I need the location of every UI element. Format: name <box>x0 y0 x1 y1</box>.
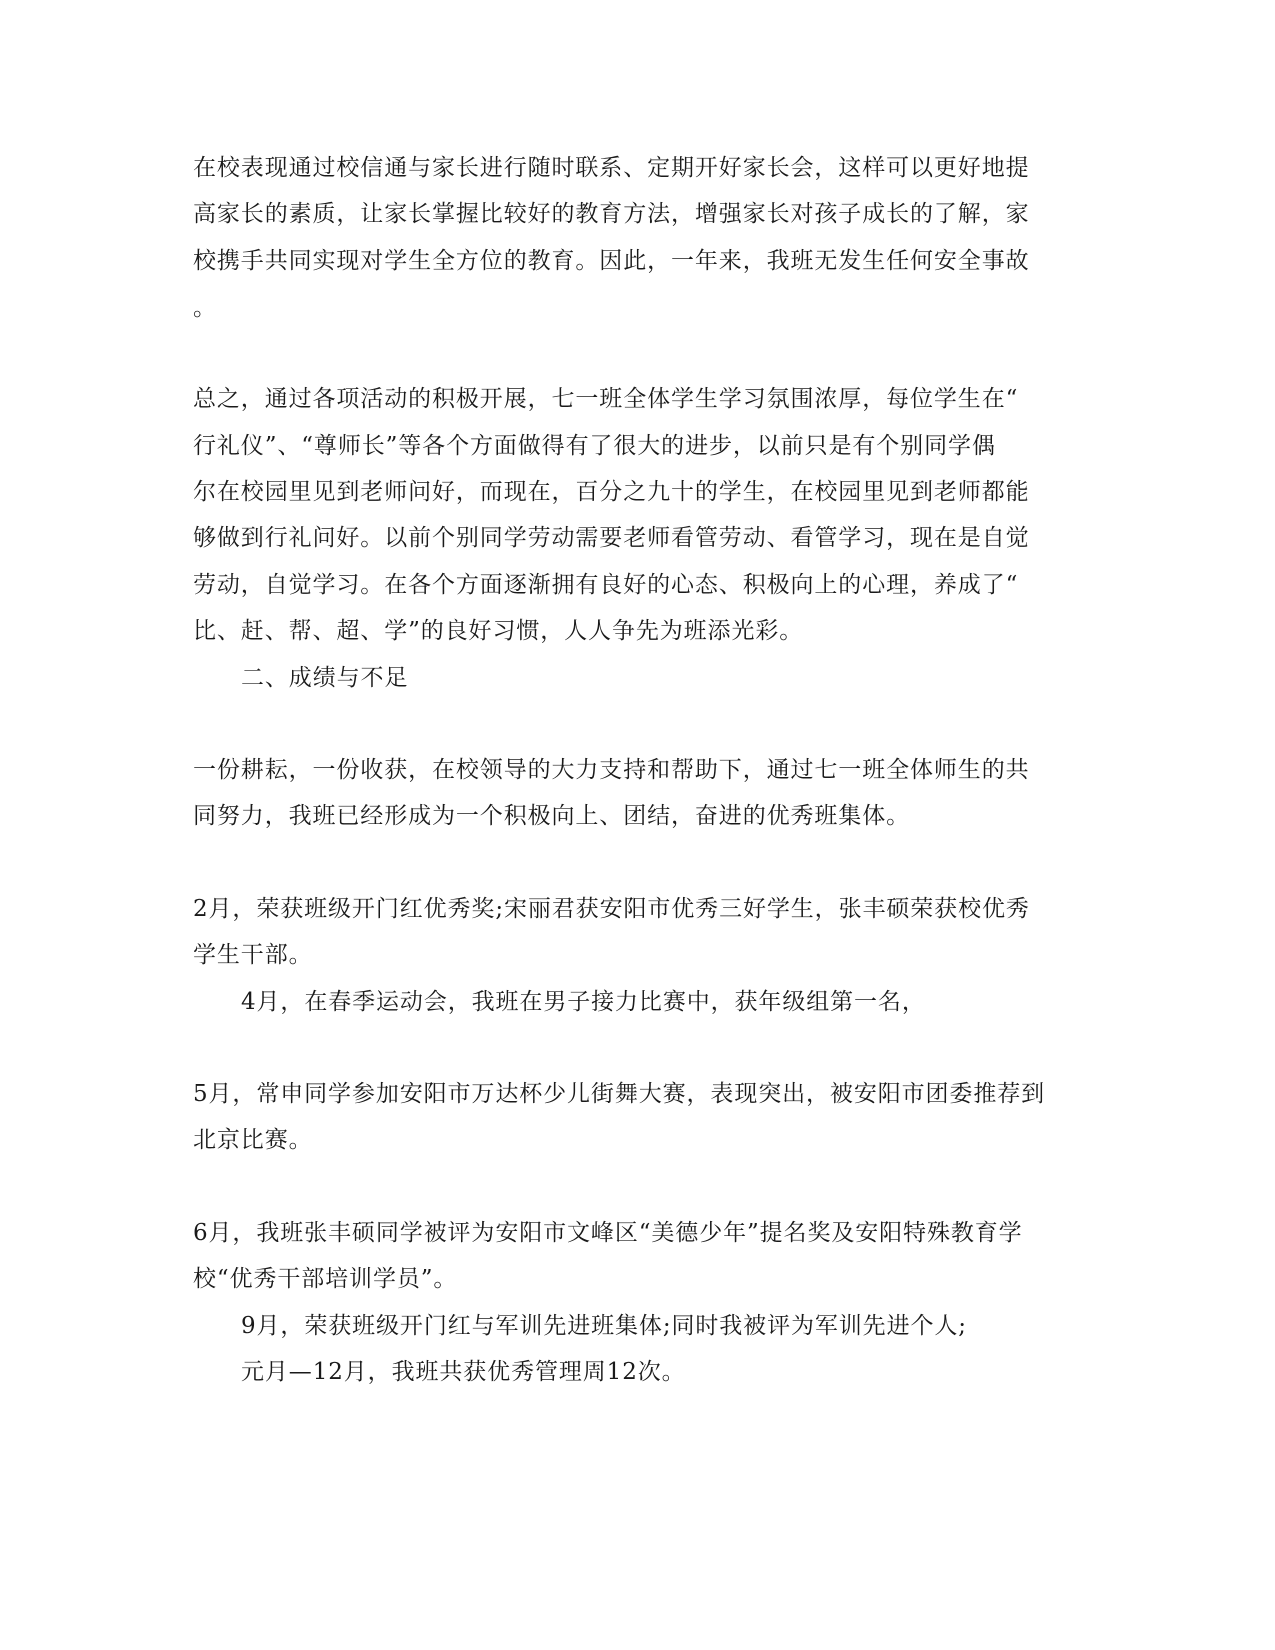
paragraph-line: 。 <box>193 295 217 321</box>
paragraph-line: 元月—12月，我班共获优秀管理周12次。 <box>241 1359 686 1385</box>
paragraph-line: 同努力，我班已经形成为一个积极向上、团结，奋进的优秀班集体。 <box>193 803 910 829</box>
paragraph-line: 校携手共同实现对学生全方位的教育。因此，一年来，我班无发生任何安全事故 <box>193 248 1030 274</box>
paragraph-line: 行礼仪”、“尊师长”等各个方面做得有了很大的进步，以前只是有个别同学偶 <box>193 433 996 459</box>
paragraph-line: 9月，荣获班级开门红与军训先进班集体;同时我被评为军训先进个人; <box>241 1313 967 1339</box>
paragraph-line: 5月，常申同学参加安阳市万达杯少儿街舞大赛，表现突出，被安阳市团委推荐到 <box>193 1081 1046 1107</box>
paragraph-line: 2月，荣获班级开门红优秀奖;宋丽君获安阳市优秀三好学生，张丰硕荣获校优秀 <box>193 896 1030 922</box>
paragraph-line: 4月，在春季运动会，我班在男子接力比赛中，获年级组第一名， <box>241 989 926 1015</box>
paragraph-line: 6月，我班张丰硕同学被评为安阳市文峰区“美德少年”提名奖及安阳特殊教育学 <box>193 1220 1023 1246</box>
paragraph-line: 劳动，自觉学习。在各个方面逐渐拥有良好的心态、积极向上的心理，养成了“ <box>193 572 1019 598</box>
paragraph-line: 比、赶、帮、超、学”的良好习惯，人人争先为班添光彩。 <box>193 618 804 644</box>
paragraph-line: 总之，通过各项活动的积极开展，七一班全体学生学习氛围浓厚，每位学生在“ <box>193 386 1019 412</box>
paragraph-line: 尔在校园里见到老师问好，而现在，百分之九十的学生，在校园里见到老师都能 <box>193 479 1030 505</box>
paragraph-line: 在校表现通过校信通与家长进行随时联系、定期开好家长会，这样可以更好地提 <box>193 155 1030 181</box>
paragraph-line: 学生干部。 <box>193 942 313 968</box>
paragraph-line: 够做到行礼问好。以前个别同学劳动需要老师看管劳动、看管学习，现在是自觉 <box>193 525 1030 551</box>
paragraph-line: 一份耕耘，一份收获，在校领导的大力支持和帮助下，通过七一班全体师生的共 <box>193 757 1030 783</box>
paragraph-line: 北京比赛。 <box>193 1127 313 1153</box>
paragraph-line: 高家长的素质，让家长掌握比较好的教育方法，增强家长对孩子成长的了解，家 <box>193 201 1030 227</box>
section-heading: 二、成绩与不足 <box>241 665 409 691</box>
paragraph-line: 校“优秀干部培训学员”。 <box>193 1266 458 1292</box>
